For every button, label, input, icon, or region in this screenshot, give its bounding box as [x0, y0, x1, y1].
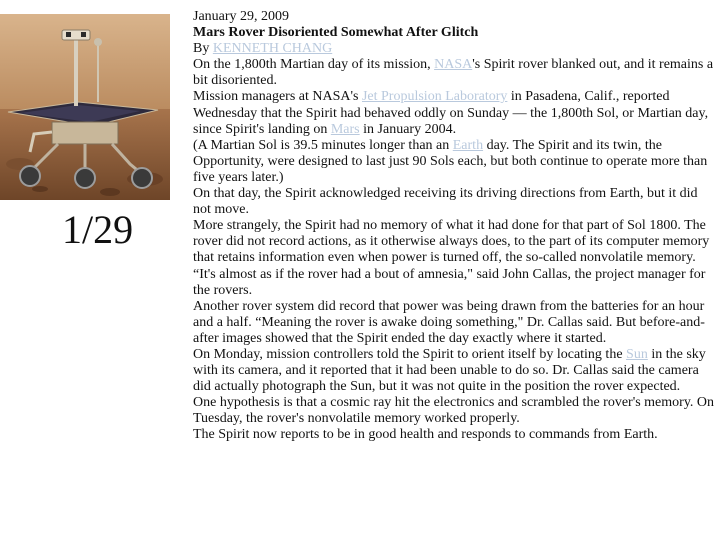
- sun-link[interactable]: Sun: [626, 346, 648, 362]
- left-column: [0, 0, 185, 540]
- paragraph-8: One hypothesis is that a cosmic ray hit the electronics and scrambled the rover's memory. On Tuesday, the rover's nonvolatile memory worked properly.: [193, 395, 715, 427]
- paragraph-1-text-a: On the 1,800th Martian day of its mission,: [193, 57, 435, 73]
- mars-link[interactable]: Mars: [330, 121, 360, 137]
- jpl-link[interactable]: Jet Propulsion Laboratory: [361, 89, 508, 105]
- paragraph-5: More strangely, the Spirit had no memory of what it had done for that part of Sol 1800. The rover did not record actions, as it otherwise always does, to the part of its computer memory that retains information even when power is turned off, the so-called nonvolatile memory. “It's almost as if the rover had a bout of amnesia," said John Callas, the project manager for the rovers.: [193, 218, 710, 298]
- paragraph-3: [193, 138, 715, 186]
- paragraph-7: [193, 347, 715, 395]
- paragraph-2: [193, 89, 715, 137]
- article-date: January 29, 2009: [193, 9, 290, 24]
- paragraph-7-text-a: On Monday, mission controllers told the Spirit to orient itself by locating the: [193, 346, 627, 362]
- article-byline: [193, 41, 715, 57]
- paragraph-7-text-b: in the sky with its camera, and it reported that it had been unable to do so. Dr. Callas said the camera did actually photograph the Sun, but it was not quite in the position the rover expected.: [193, 346, 706, 395]
- byline-prefix: By: [193, 41, 213, 57]
- article-headline: Mars Rover Disoriented Somewhat After Glitch: [193, 25, 479, 41]
- slide-number: 1/29: [62, 207, 134, 252]
- paragraph-3-text-a: (A Martian Sol is 39.5 minutes longer than an: [193, 137, 453, 153]
- earth-link[interactable]: Earth: [452, 137, 484, 153]
- paragraph-2-text-b: in Pasadena, Calif., reported Wednesday that the Spirit had behaved oddly on Sunday — the 1,800th Sol, or Martian day, since Spirit's landing on: [193, 89, 709, 137]
- article: [193, 9, 715, 444]
- paragraph-2-text-a: Mission managers at NASA's: [193, 89, 362, 105]
- paragraph-1: [193, 57, 715, 89]
- paragraph-2-text-c: in January 2004.: [359, 121, 457, 137]
- paragraph-6: Another rover system did record that power was being drawn from the batteries for an hour and a half. “Meaning the rover is awake doing something," Dr. Callas said. But before-and-after images showed that the Spirit ended the day exactly where it started.: [193, 298, 705, 346]
- paragraph-4: On that day, the Spirit acknowledged receiving its driving directions from Earth, but it did not move.: [193, 186, 698, 218]
- paragraph-9: The Spirit now reports to be in good health and responds to commands from Earth.: [193, 427, 658, 443]
- paragraph-1-text-b: 's Spirit rover blanked out, and it remains a bit disoriented.: [193, 57, 714, 89]
- nasa-link[interactable]: NASA: [434, 57, 473, 73]
- rover-photo: [0, 14, 170, 200]
- paragraph-3-text-b: day. The Spirit and its twin, the Opportunity, were designed to last just 90 Sols each, but both continue to operate more than five years later.): [193, 137, 708, 185]
- byline-author-link[interactable]: KENNETH CHANG: [212, 41, 333, 57]
